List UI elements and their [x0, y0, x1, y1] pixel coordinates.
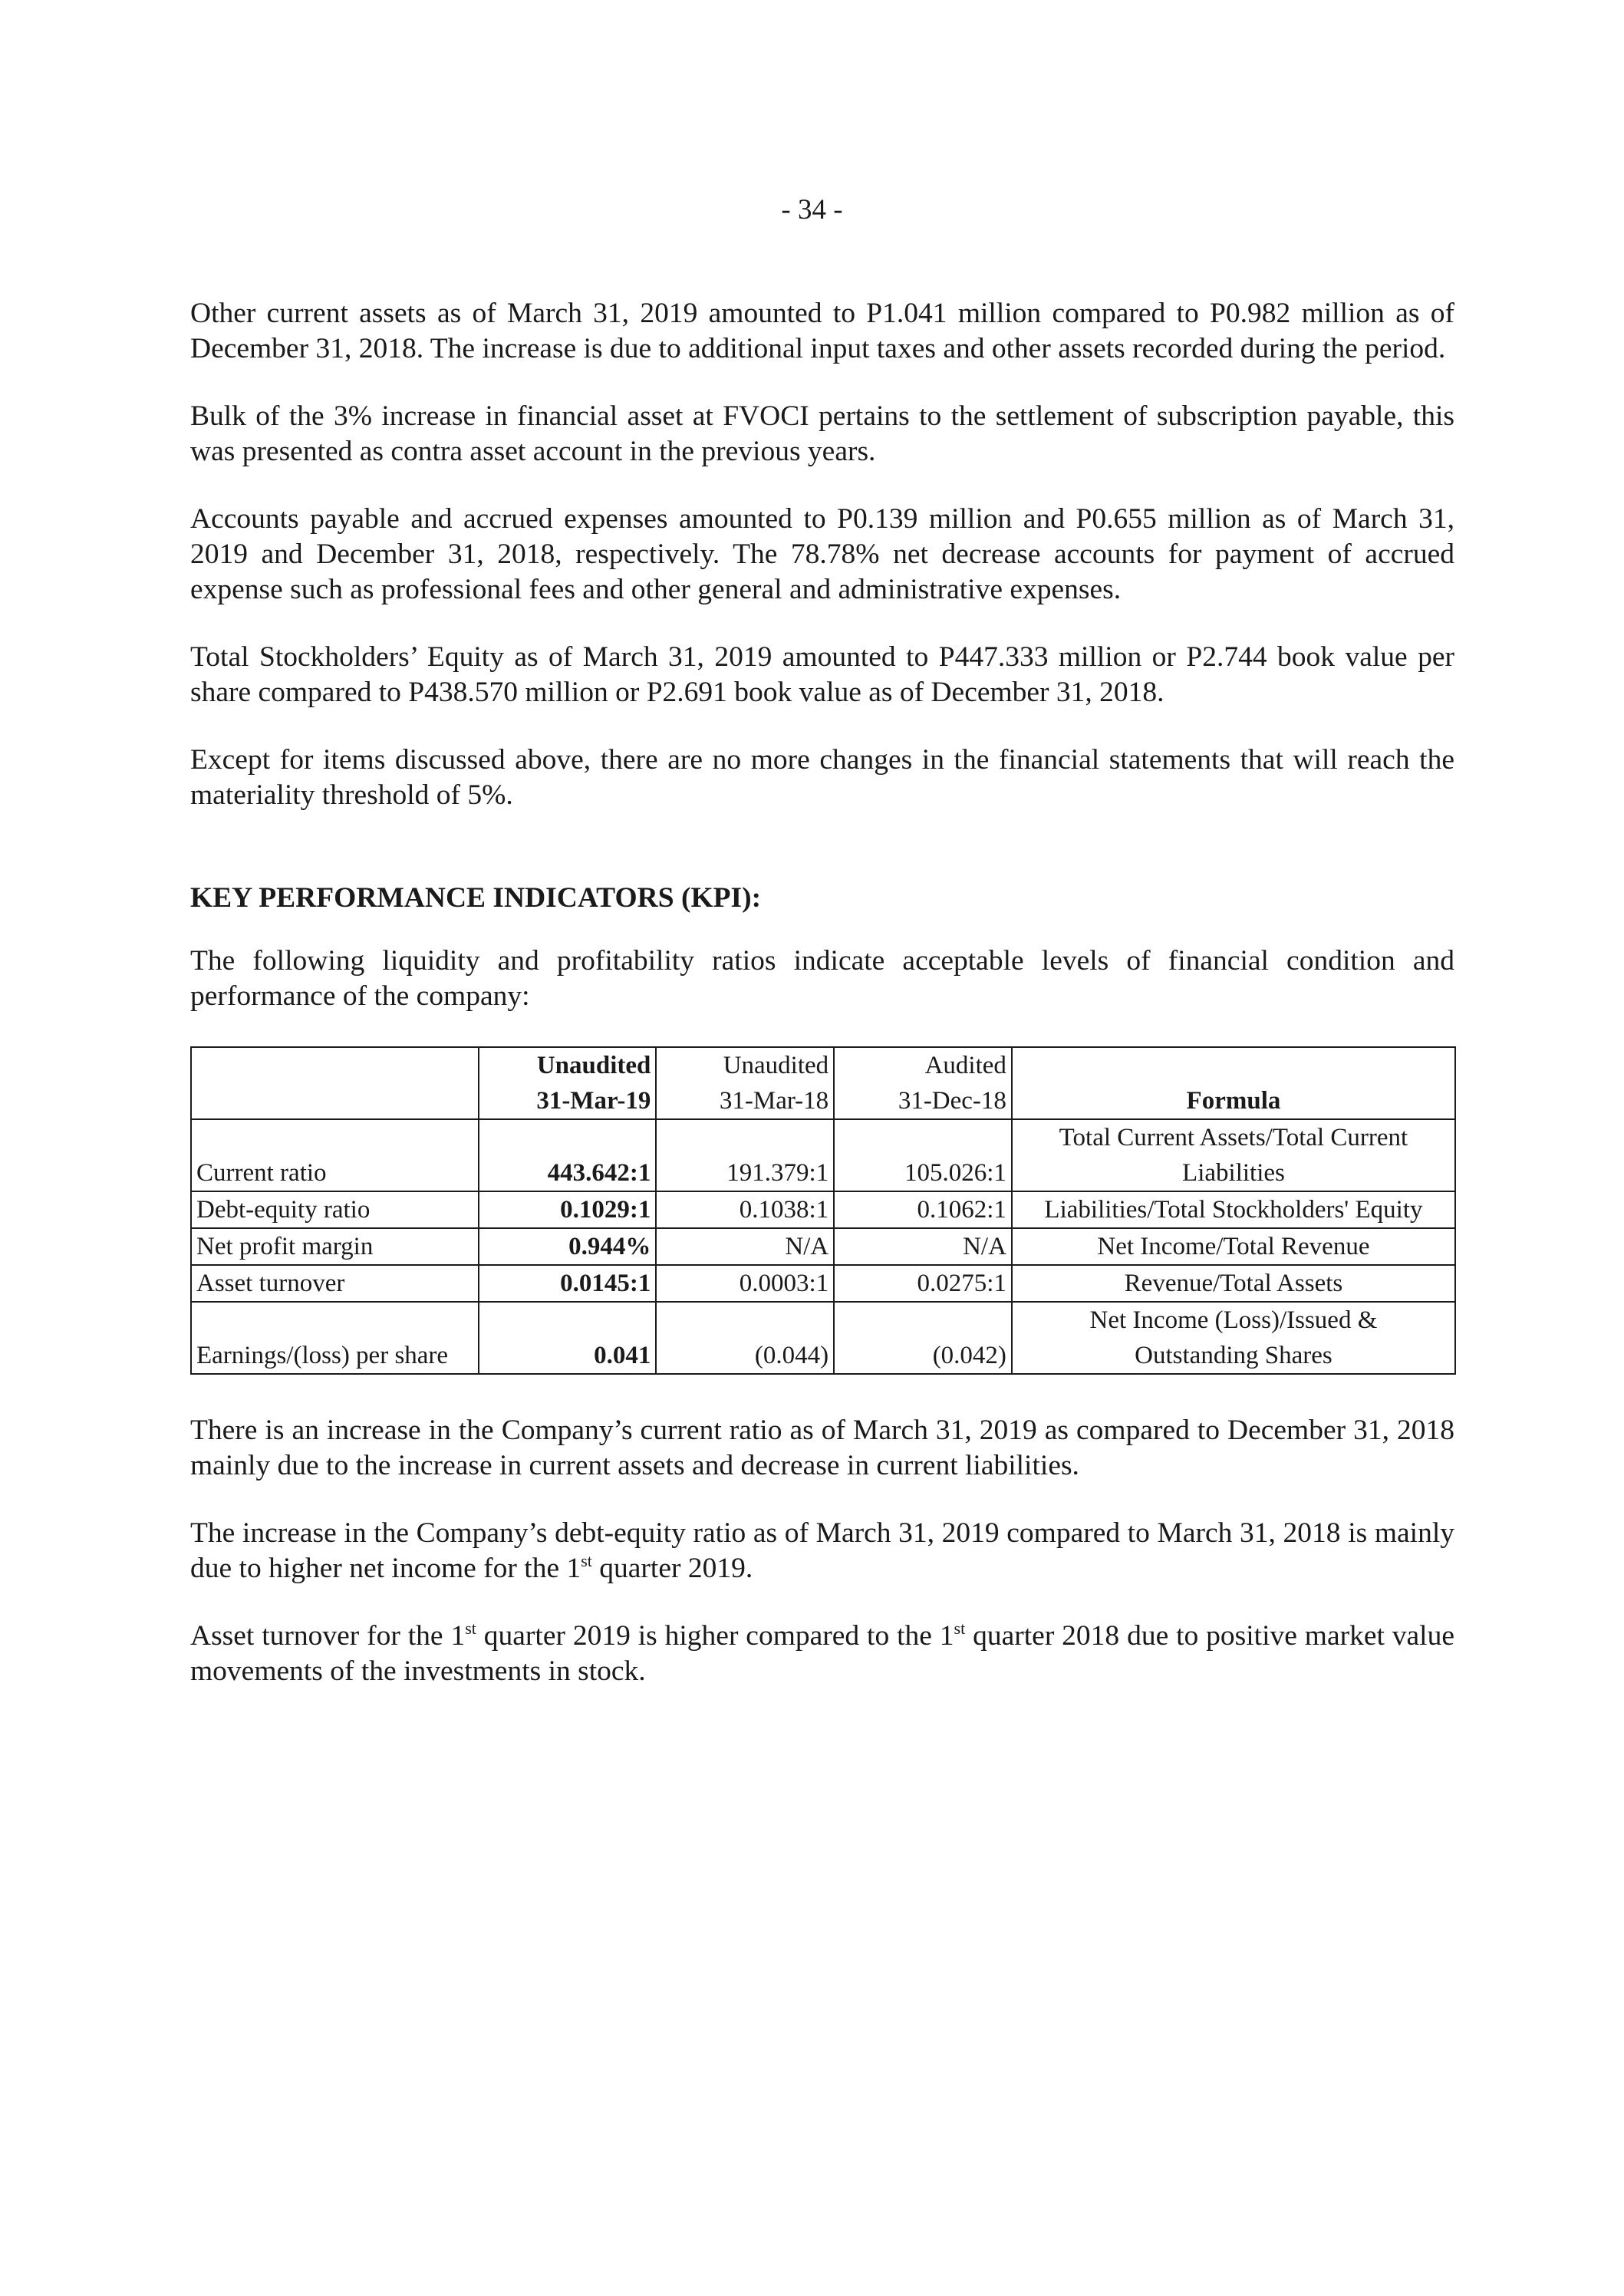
document-body: [190, 296, 1454, 1721]
kpi-heading: KEY PERFORMANCE INDICATORS (KPI):: [190, 882, 762, 914]
formula-cell: [1012, 1119, 1455, 1191]
table-row: [191, 1228, 1455, 1265]
text-span: The increase in the Company’s debt-equity ratio as of March 31, 2019 compared to March 31, 2018 is mainly due to higher net income for the 1: [190, 1517, 1454, 1584]
paragraph-asset-turnover-analysis: [190, 1619, 1454, 1689]
header-date: 31-Mar-19: [536, 1087, 651, 1115]
value-q1-2018: 0.1038:1: [656, 1191, 834, 1228]
ordinal-suffix: st: [954, 1619, 966, 1638]
text-span: quarter 2019.: [591, 1553, 753, 1584]
kpi-header-row: [191, 1047, 1455, 1119]
formula-cell: Revenue/Total Assets: [1012, 1265, 1455, 1302]
row-label: Earnings/(loss) per share: [191, 1302, 479, 1374]
header-date: 31-Dec-18: [898, 1087, 1006, 1115]
kpi-table: [190, 1046, 1456, 1375]
text-span: quarter 2019 is higher compared to the 1: [476, 1620, 954, 1652]
value-q1-2018: N/A: [656, 1228, 834, 1265]
table-row: [191, 1302, 1455, 1374]
paragraph-materiality: Except for items discussed above, there are no more changes in the financial statements that will reach the materiality threshold of 5%.: [190, 744, 1454, 811]
row-label: Net profit margin: [191, 1228, 479, 1265]
value-q1-2018: 191.379:1: [656, 1119, 834, 1191]
formula-line: Total Current Assets/Total Current: [1059, 1124, 1408, 1151]
header-status: Unaudited: [723, 1052, 829, 1079]
value-q1-2019: 0.944%: [479, 1228, 657, 1265]
header-date: 31-Mar-18: [719, 1087, 829, 1115]
table-row: [191, 1265, 1455, 1302]
formula-cell: Liabilities/Total Stockholders' Equity: [1012, 1191, 1455, 1228]
row-label: Asset turnover: [191, 1265, 479, 1302]
header-col-q1-2018: [656, 1047, 834, 1119]
value-q1-2019: 443.642:1: [479, 1119, 657, 1191]
paragraph-equity: Total Stockholders’ Equity as of March 31, 2019 amounted to P447.333 million or P2.744 book value per share compared to P438.570 million or P2.691 book value as of December 31, 2018.: [190, 641, 1454, 708]
header-formula: Formula: [1012, 1047, 1455, 1119]
value-fy-2018: N/A: [834, 1228, 1012, 1265]
value-fy-2018: 0.1062:1: [834, 1191, 1012, 1228]
paragraph-fvoci: Bulk of the 3% increase in financial asset at FVOCI pertains to the settlement of subscription payable, this was presented as contra asset account in the previous years.: [190, 400, 1454, 467]
paragraph-debt-equity-analysis: [190, 1516, 1454, 1586]
text-span: quarter 2018 due to positive market value movements of the investments in stock.: [190, 1620, 1454, 1687]
kpi-intro: The following liquidity and profitability ratios indicate acceptable levels of financial condition and performance of the company:: [190, 945, 1454, 1012]
value-fy-2018: 105.026:1: [834, 1119, 1012, 1191]
value-q1-2019: 0.0145:1: [479, 1265, 657, 1302]
text-span: Asset turnover for the 1: [190, 1620, 466, 1652]
page-number: - 34 -: [781, 194, 843, 226]
row-label: Current ratio: [191, 1119, 479, 1191]
value-fy-2018: (0.042): [834, 1302, 1012, 1374]
ordinal-suffix: st: [581, 1551, 592, 1570]
formula-cell: Net Income/Total Revenue: [1012, 1228, 1455, 1265]
value-q1-2018: (0.044): [656, 1302, 834, 1374]
paragraph-current-ratio-analysis: There is an increase in the Company’s current ratio as of March 31, 2019 as compared to December 31, 2018 mainly due to the increase in current assets and decrease in current liabilities.: [190, 1415, 1454, 1481]
paragraph-accounts-payable: Accounts payable and accrued expenses amounted to P0.139 million and P0.655 million as of March 31, 2019 and December 31, 2018, respectively. The 78.78% net decrease accounts for payment of accrued expense such as professional fees and other general and administrative expenses.: [190, 503, 1454, 605]
value-fy-2018: 0.0275:1: [834, 1265, 1012, 1302]
value-q1-2018: 0.0003:1: [656, 1265, 834, 1302]
value-q1-2019: 0.1029:1: [479, 1191, 657, 1228]
row-label: Debt-equity ratio: [191, 1191, 479, 1228]
formula-line: Net Income (Loss)/Issued &: [1089, 1306, 1378, 1334]
header-col-fy-2018: [834, 1047, 1012, 1119]
header-status: Audited: [924, 1052, 1006, 1079]
formula-line: Outstanding Shares: [1135, 1342, 1332, 1369]
header-empty-cell: [191, 1047, 479, 1119]
table-row: [191, 1191, 1455, 1228]
formula-line: Liabilities: [1182, 1159, 1285, 1187]
header-status: Unaudited: [536, 1052, 651, 1079]
header-col-q1-2019: [479, 1047, 657, 1119]
value-q1-2019: 0.041: [479, 1302, 657, 1374]
formula-cell: [1012, 1302, 1455, 1374]
paragraph-other-current-assets: Other current assets as of March 31, 2019 amounted to P1.041 million compared to P0.982 million as of December 31, 2018. The increase is due to additional input taxes and other assets recorded during the period.: [190, 298, 1454, 364]
table-row: [191, 1119, 1455, 1191]
ordinal-suffix: st: [465, 1619, 476, 1638]
